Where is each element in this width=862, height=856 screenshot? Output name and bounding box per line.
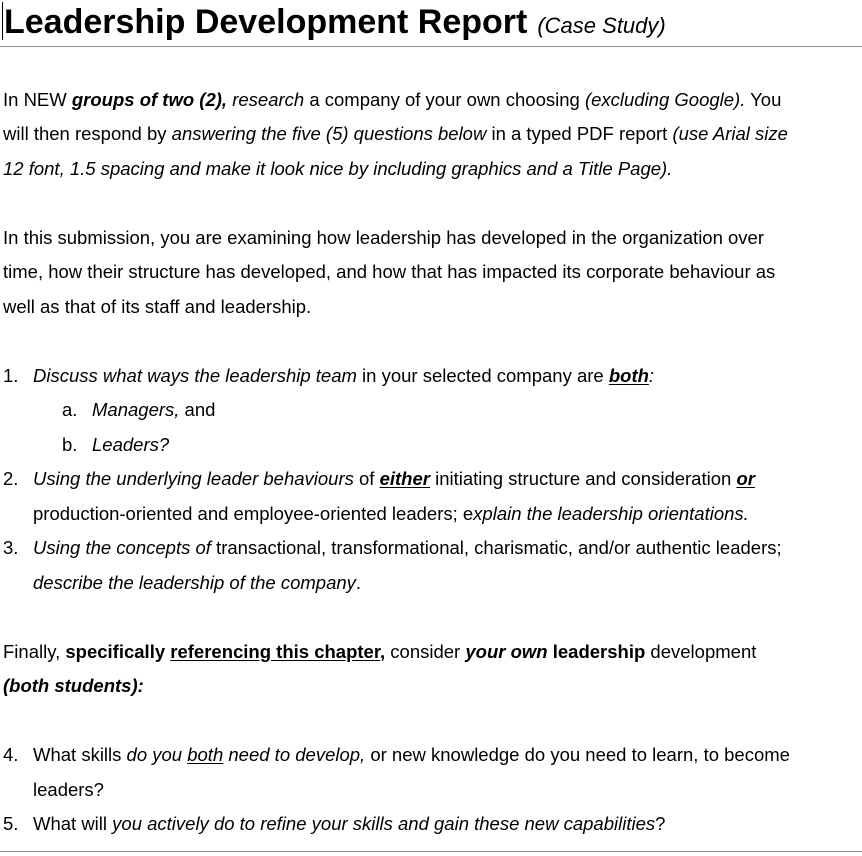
- question-text: :: [648, 365, 655, 386]
- finally-emphasis: specifically: [65, 641, 171, 662]
- question-emphasis: either: [379, 468, 430, 489]
- intro-text: will then respond by: [3, 123, 172, 144]
- list-number-2: 2.: [3, 468, 19, 489]
- question-emphasis: do you: [126, 744, 188, 765]
- question-text: What skills: [33, 744, 127, 765]
- finally-text: Finally,: [3, 641, 66, 662]
- question-emphasis: need to develop,: [223, 744, 366, 765]
- finally-emphasis: your own: [465, 641, 548, 662]
- question-emphasis: both: [187, 744, 224, 765]
- title-subtitle: (Case Study): [537, 13, 666, 38]
- question-text: ?: [655, 813, 666, 834]
- question-emphasis: both: [608, 365, 649, 386]
- intro-line-3: 12 font, 1.5 spacing and make it look nice by including graphics and a Title Page).: [3, 158, 673, 179]
- question-1a: [92, 398, 215, 422]
- finally-emphasis: leadership: [547, 641, 646, 662]
- question-text: transactional, transformational, charismatic, and/or authentic leaders;: [210, 537, 782, 558]
- context-line-1: In this submission, you are examining how leadership has developed in the organization over: [3, 227, 765, 248]
- question-emphasis: or: [736, 468, 755, 489]
- intro-text: In NEW: [3, 89, 72, 110]
- question-text: in your selected company are: [356, 365, 609, 386]
- intro-text: in a typed PDF report: [486, 123, 673, 144]
- question-text: .: [355, 572, 362, 593]
- question-text: of: [353, 468, 380, 489]
- title-main: Leadership Development Report: [4, 3, 528, 41]
- list-number-3: 3.: [3, 537, 19, 558]
- page-bottom-divider: [0, 851, 862, 852]
- list-letter-b: b.: [62, 434, 78, 455]
- intro-emphasis: research: [227, 89, 305, 110]
- page-title: [4, 0, 862, 46]
- question-text: and: [179, 399, 216, 420]
- finally-emphasis: ,: [380, 641, 386, 662]
- question-3-line-2: [33, 571, 361, 595]
- finally-line-1: [3, 640, 756, 664]
- question-text: Managers,: [92, 399, 180, 420]
- text-cursor: [2, 2, 3, 40]
- question-2-line-1: [33, 467, 755, 491]
- finally-text: consider: [385, 641, 466, 662]
- question-4-line-1: [33, 743, 790, 767]
- question-text: or new knowledge do you need to learn, to become: [365, 744, 790, 765]
- finally-emphasis: referencing this chapter: [170, 641, 381, 662]
- question-2-line-2: [33, 502, 749, 526]
- question-text: production-oriented and employee-oriented leaders; e: [33, 503, 474, 524]
- question-emphasis: xplain the leadership orientations.: [473, 503, 749, 524]
- context-line-3: well as that of its staff and leadership.: [3, 296, 312, 317]
- question-emphasis: describe the leadership of the company: [33, 572, 356, 593]
- intro-text: a company of your own choosing: [304, 89, 585, 110]
- finally-line-2: (both students):: [3, 675, 144, 696]
- list-number-1: 1.: [3, 365, 19, 386]
- list-letter-a: a.: [62, 399, 78, 420]
- intro-emphasis: groups of two (2),: [71, 89, 228, 110]
- question-text: Using the underlying leader behaviours: [33, 468, 354, 489]
- intro-emphasis: answering the five (5) questions below: [171, 123, 487, 144]
- intro-emphasis: (excluding Google).: [584, 89, 746, 110]
- question-text: initiating structure and consideration: [429, 468, 737, 489]
- question-text: Using the concepts of: [33, 537, 211, 558]
- intro-line-2: [3, 122, 788, 146]
- list-number-4: 4.: [3, 744, 19, 765]
- question-1b: Leaders?: [92, 434, 170, 455]
- question-1: [33, 364, 654, 388]
- question-text: Discuss what ways the leadership team: [33, 365, 357, 386]
- intro-text: You: [745, 89, 782, 110]
- question-emphasis: you actively do to refine your skills and gain these new capabilities: [112, 813, 656, 834]
- intro-emphasis: (use Arial size: [672, 123, 788, 144]
- context-line-2: time, how their structure has developed, and how that has impacted its corporate behaviour as: [3, 261, 776, 282]
- question-text: What will: [33, 813, 113, 834]
- finally-text: development: [645, 641, 757, 662]
- question-3-line-1: [33, 536, 782, 560]
- question-5: [33, 812, 665, 836]
- intro-line-1: [3, 88, 781, 112]
- title-divider: [0, 46, 862, 47]
- list-number-5: 5.: [3, 813, 19, 834]
- question-4-line-2: leaders?: [33, 779, 104, 800]
